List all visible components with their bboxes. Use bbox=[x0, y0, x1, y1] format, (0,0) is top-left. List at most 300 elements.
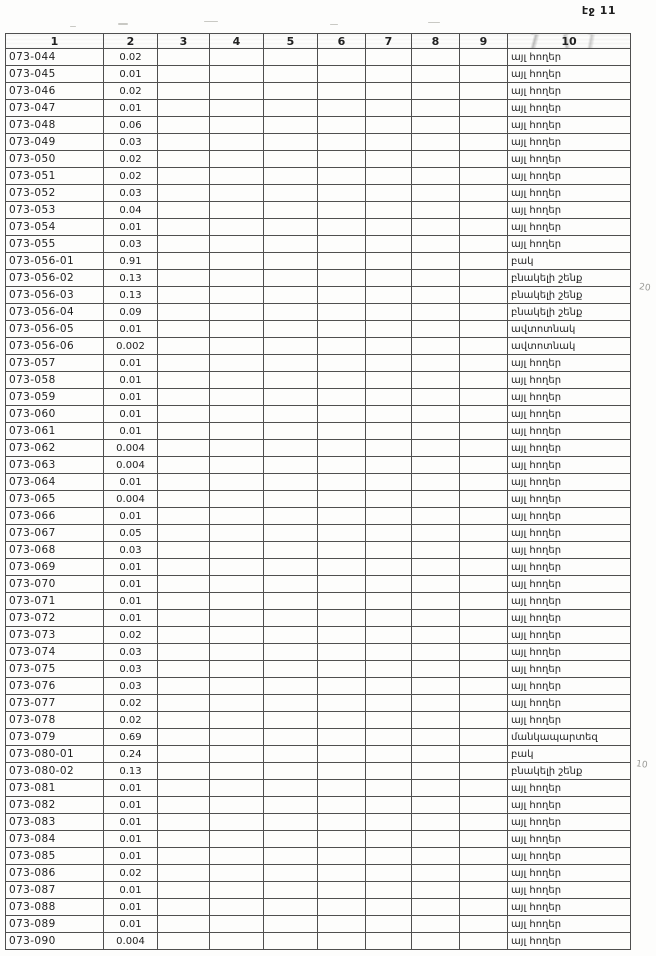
empty-cell bbox=[264, 338, 318, 355]
empty-cell bbox=[412, 440, 460, 457]
table-row bbox=[6, 610, 631, 627]
empty-cell bbox=[158, 219, 210, 236]
empty-cell bbox=[318, 168, 366, 185]
table-row bbox=[6, 117, 631, 134]
land-use-cell: այլ հողեր bbox=[508, 542, 631, 559]
empty-cell bbox=[210, 491, 264, 508]
land-use-cell: այլ հողեր bbox=[508, 848, 631, 865]
parcel-id-cell: 073-071 bbox=[6, 593, 104, 610]
empty-cell bbox=[158, 916, 210, 933]
area-cell: 0.02 bbox=[104, 168, 158, 185]
land-use-cell: այլ հողեր bbox=[508, 831, 631, 848]
parcel-id-cell: 073-076 bbox=[6, 678, 104, 695]
empty-cell bbox=[366, 831, 412, 848]
empty-cell bbox=[318, 389, 366, 406]
parcel-id-cell: 073-065 bbox=[6, 491, 104, 508]
parcel-id-cell: 073-061 bbox=[6, 423, 104, 440]
area-cell: 0.01 bbox=[104, 389, 158, 406]
empty-cell bbox=[210, 66, 264, 83]
empty-cell bbox=[264, 559, 318, 576]
parcel-id-cell: 073-070 bbox=[6, 576, 104, 593]
empty-cell bbox=[158, 270, 210, 287]
empty-cell bbox=[412, 321, 460, 338]
empty-cell bbox=[412, 406, 460, 423]
column-header: 2 bbox=[104, 34, 158, 49]
column-header: 1 bbox=[6, 34, 104, 49]
empty-cell bbox=[158, 117, 210, 134]
empty-cell bbox=[264, 355, 318, 372]
land-use-cell: այլ հողեր bbox=[508, 797, 631, 814]
table-row bbox=[6, 831, 631, 848]
empty-cell bbox=[158, 355, 210, 372]
empty-cell bbox=[318, 797, 366, 814]
empty-cell bbox=[318, 66, 366, 83]
empty-cell bbox=[366, 66, 412, 83]
land-use-cell: այլ հողեր bbox=[508, 423, 631, 440]
land-use-cell: այլ հողեր bbox=[508, 610, 631, 627]
empty-cell bbox=[366, 457, 412, 474]
land-use-cell: այլ հողեր bbox=[508, 678, 631, 695]
empty-cell bbox=[158, 746, 210, 763]
empty-cell bbox=[158, 508, 210, 525]
land-use-cell: այլ հողեր bbox=[508, 899, 631, 916]
land-use-cell: այլ հողեր bbox=[508, 168, 631, 185]
empty-cell bbox=[264, 321, 318, 338]
table-row bbox=[6, 593, 631, 610]
empty-cell bbox=[318, 729, 366, 746]
empty-cell bbox=[264, 729, 318, 746]
table-row bbox=[6, 525, 631, 542]
table-row bbox=[6, 474, 631, 491]
empty-cell bbox=[412, 627, 460, 644]
table-row bbox=[6, 780, 631, 797]
parcel-id-cell: 073-090 bbox=[6, 933, 104, 950]
empty-cell bbox=[158, 678, 210, 695]
parcel-id-cell: 073-056-03 bbox=[6, 287, 104, 304]
empty-cell bbox=[318, 372, 366, 389]
empty-cell bbox=[460, 49, 508, 66]
empty-cell bbox=[412, 899, 460, 916]
empty-cell bbox=[210, 440, 264, 457]
empty-cell bbox=[412, 593, 460, 610]
empty-cell bbox=[158, 763, 210, 780]
empty-cell bbox=[318, 644, 366, 661]
land-use-cell: այլ հողեր bbox=[508, 559, 631, 576]
empty-cell bbox=[158, 627, 210, 644]
empty-cell bbox=[210, 304, 264, 321]
empty-cell bbox=[412, 219, 460, 236]
area-cell: 0.01 bbox=[104, 321, 158, 338]
area-cell: 0.01 bbox=[104, 406, 158, 423]
empty-cell bbox=[318, 712, 366, 729]
empty-cell bbox=[318, 661, 366, 678]
empty-cell bbox=[264, 185, 318, 202]
land-parcel-table bbox=[5, 33, 631, 950]
empty-cell bbox=[412, 389, 460, 406]
empty-cell bbox=[460, 185, 508, 202]
empty-cell bbox=[158, 83, 210, 100]
table-row bbox=[6, 457, 631, 474]
land-use-cell: այլ հողեր bbox=[508, 644, 631, 661]
empty-cell bbox=[412, 610, 460, 627]
table-row bbox=[6, 661, 631, 678]
land-use-cell: ավտոտնակ bbox=[508, 321, 631, 338]
empty-cell bbox=[210, 644, 264, 661]
empty-cell bbox=[210, 83, 264, 100]
area-cell: 0.01 bbox=[104, 576, 158, 593]
page-number-label: էջ 11 bbox=[581, 4, 616, 17]
empty-cell bbox=[210, 525, 264, 542]
empty-cell bbox=[366, 899, 412, 916]
empty-cell bbox=[460, 695, 508, 712]
area-cell: 0.01 bbox=[104, 508, 158, 525]
table-row bbox=[6, 304, 631, 321]
empty-cell bbox=[264, 236, 318, 253]
empty-cell bbox=[460, 389, 508, 406]
empty-cell bbox=[366, 559, 412, 576]
land-use-cell: բնակելի շենք bbox=[508, 270, 631, 287]
area-cell: 0.09 bbox=[104, 304, 158, 321]
empty-cell bbox=[460, 287, 508, 304]
empty-cell bbox=[318, 406, 366, 423]
land-use-cell: բնակելի շենք bbox=[508, 304, 631, 321]
empty-cell bbox=[460, 321, 508, 338]
empty-cell bbox=[318, 49, 366, 66]
table-row bbox=[6, 865, 631, 882]
parcel-id-cell: 073-077 bbox=[6, 695, 104, 712]
table-row bbox=[6, 372, 631, 389]
table-row bbox=[6, 66, 631, 83]
empty-cell bbox=[210, 559, 264, 576]
column-header: 3 bbox=[158, 34, 210, 49]
empty-cell bbox=[210, 814, 264, 831]
area-cell: 0.02 bbox=[104, 49, 158, 66]
parcel-id-cell: 073-059 bbox=[6, 389, 104, 406]
empty-cell bbox=[460, 882, 508, 899]
area-cell: 0.13 bbox=[104, 763, 158, 780]
empty-cell bbox=[264, 848, 318, 865]
empty-cell bbox=[210, 457, 264, 474]
area-cell: 0.03 bbox=[104, 542, 158, 559]
area-cell: 0.02 bbox=[104, 83, 158, 100]
parcel-id-cell: 073-054 bbox=[6, 219, 104, 236]
empty-cell bbox=[210, 916, 264, 933]
empty-cell bbox=[210, 610, 264, 627]
empty-cell bbox=[210, 372, 264, 389]
empty-cell bbox=[412, 134, 460, 151]
table-row bbox=[6, 440, 631, 457]
empty-cell bbox=[460, 678, 508, 695]
empty-cell bbox=[412, 287, 460, 304]
empty-cell bbox=[412, 797, 460, 814]
empty-cell bbox=[460, 576, 508, 593]
land-use-cell: այլ հողեր bbox=[508, 525, 631, 542]
empty-cell bbox=[264, 474, 318, 491]
empty-cell bbox=[210, 831, 264, 848]
parcel-id-cell: 073-072 bbox=[6, 610, 104, 627]
table-row bbox=[6, 219, 631, 236]
empty-cell bbox=[264, 49, 318, 66]
land-use-cell: այլ հողեր bbox=[508, 916, 631, 933]
empty-cell bbox=[318, 270, 366, 287]
area-cell: 0.01 bbox=[104, 848, 158, 865]
land-use-cell: այլ հողեր bbox=[508, 814, 631, 831]
column-header: 7 bbox=[366, 34, 412, 49]
empty-cell bbox=[264, 797, 318, 814]
table-row bbox=[6, 678, 631, 695]
land-use-cell: այլ հողեր bbox=[508, 491, 631, 508]
empty-cell bbox=[460, 100, 508, 117]
empty-cell bbox=[264, 83, 318, 100]
area-cell: 0.03 bbox=[104, 134, 158, 151]
table-row bbox=[6, 270, 631, 287]
parcel-id-cell: 073-051 bbox=[6, 168, 104, 185]
empty-cell bbox=[460, 712, 508, 729]
parcel-id-cell: 073-057 bbox=[6, 355, 104, 372]
empty-cell bbox=[210, 389, 264, 406]
empty-cell bbox=[264, 304, 318, 321]
empty-cell bbox=[412, 185, 460, 202]
empty-cell bbox=[264, 593, 318, 610]
parcel-id-cell: 073-073 bbox=[6, 627, 104, 644]
area-cell: 0.01 bbox=[104, 916, 158, 933]
empty-cell bbox=[264, 610, 318, 627]
parcel-id-cell: 073-058 bbox=[6, 372, 104, 389]
empty-cell bbox=[264, 678, 318, 695]
table-row bbox=[6, 185, 631, 202]
empty-cell bbox=[412, 865, 460, 882]
empty-cell bbox=[412, 270, 460, 287]
empty-cell bbox=[210, 780, 264, 797]
parcel-id-cell: 073-066 bbox=[6, 508, 104, 525]
table-row bbox=[6, 151, 631, 168]
empty-cell bbox=[158, 712, 210, 729]
empty-cell bbox=[210, 797, 264, 814]
parcel-id-cell: 073-069 bbox=[6, 559, 104, 576]
empty-cell bbox=[264, 253, 318, 270]
empty-cell bbox=[460, 474, 508, 491]
table-row bbox=[6, 355, 631, 372]
empty-cell bbox=[366, 134, 412, 151]
area-cell: 0.03 bbox=[104, 678, 158, 695]
empty-cell bbox=[264, 746, 318, 763]
parcel-id-cell: 073-060 bbox=[6, 406, 104, 423]
empty-cell bbox=[412, 831, 460, 848]
empty-cell bbox=[210, 270, 264, 287]
empty-cell bbox=[158, 899, 210, 916]
empty-cell bbox=[318, 440, 366, 457]
empty-cell bbox=[318, 576, 366, 593]
empty-cell bbox=[158, 372, 210, 389]
empty-cell bbox=[366, 610, 412, 627]
empty-cell bbox=[460, 219, 508, 236]
table-row bbox=[6, 389, 631, 406]
empty-cell bbox=[158, 236, 210, 253]
empty-cell bbox=[412, 83, 460, 100]
empty-cell bbox=[460, 746, 508, 763]
empty-cell bbox=[366, 644, 412, 661]
land-use-cell: այլ հողեր bbox=[508, 100, 631, 117]
empty-cell bbox=[210, 627, 264, 644]
land-use-cell: այլ հողեր bbox=[508, 49, 631, 66]
empty-cell bbox=[318, 627, 366, 644]
empty-cell bbox=[158, 848, 210, 865]
empty-cell bbox=[264, 270, 318, 287]
land-use-cell: այլ հողեր bbox=[508, 134, 631, 151]
empty-cell bbox=[264, 423, 318, 440]
empty-cell bbox=[366, 797, 412, 814]
area-cell: 0.01 bbox=[104, 814, 158, 831]
empty-cell bbox=[158, 780, 210, 797]
table-row bbox=[6, 406, 631, 423]
empty-cell bbox=[210, 695, 264, 712]
empty-cell bbox=[158, 134, 210, 151]
empty-cell bbox=[318, 236, 366, 253]
parcel-id-cell: 073-050 bbox=[6, 151, 104, 168]
empty-cell bbox=[210, 168, 264, 185]
area-cell: 0.03 bbox=[104, 236, 158, 253]
area-cell: 0.002 bbox=[104, 338, 158, 355]
area-cell: 0.91 bbox=[104, 253, 158, 270]
area-cell: 0.01 bbox=[104, 100, 158, 117]
empty-cell bbox=[460, 899, 508, 916]
table-row bbox=[6, 933, 631, 950]
empty-cell bbox=[210, 151, 264, 168]
empty-cell bbox=[210, 253, 264, 270]
area-cell: 0.01 bbox=[104, 423, 158, 440]
land-use-cell: այլ հողեր bbox=[508, 355, 631, 372]
scan-artifact bbox=[118, 23, 128, 25]
empty-cell bbox=[158, 474, 210, 491]
empty-cell bbox=[318, 508, 366, 525]
empty-cell bbox=[318, 219, 366, 236]
empty-cell bbox=[412, 236, 460, 253]
empty-cell bbox=[264, 372, 318, 389]
empty-cell bbox=[366, 678, 412, 695]
parcel-id-cell: 073-044 bbox=[6, 49, 104, 66]
empty-cell bbox=[460, 66, 508, 83]
land-use-cell: այլ հողեր bbox=[508, 202, 631, 219]
empty-cell bbox=[318, 831, 366, 848]
empty-cell bbox=[366, 440, 412, 457]
table-row bbox=[6, 882, 631, 899]
empty-cell bbox=[366, 389, 412, 406]
empty-cell bbox=[264, 525, 318, 542]
empty-cell bbox=[318, 746, 366, 763]
empty-cell bbox=[460, 151, 508, 168]
empty-cell bbox=[158, 797, 210, 814]
empty-cell bbox=[412, 729, 460, 746]
table-row bbox=[6, 338, 631, 355]
parcel-id-cell: 073-083 bbox=[6, 814, 104, 831]
land-use-cell: այլ հողեր bbox=[508, 236, 631, 253]
empty-cell bbox=[318, 678, 366, 695]
empty-cell bbox=[412, 746, 460, 763]
empty-cell bbox=[460, 627, 508, 644]
empty-cell bbox=[210, 899, 264, 916]
empty-cell bbox=[366, 287, 412, 304]
land-use-cell: բակ bbox=[508, 253, 631, 270]
area-cell: 0.13 bbox=[104, 270, 158, 287]
empty-cell bbox=[210, 865, 264, 882]
scan-artifact bbox=[70, 26, 76, 27]
column-header: 10 bbox=[508, 34, 631, 49]
empty-cell bbox=[318, 423, 366, 440]
empty-cell bbox=[366, 185, 412, 202]
empty-cell bbox=[318, 933, 366, 950]
empty-cell bbox=[158, 304, 210, 321]
area-cell: 0.01 bbox=[104, 882, 158, 899]
parcel-id-cell: 073-056-02 bbox=[6, 270, 104, 287]
empty-cell bbox=[460, 763, 508, 780]
area-cell: 0.03 bbox=[104, 185, 158, 202]
area-cell: 0.01 bbox=[104, 610, 158, 627]
empty-cell bbox=[460, 797, 508, 814]
empty-cell bbox=[366, 814, 412, 831]
empty-cell bbox=[366, 763, 412, 780]
empty-cell bbox=[460, 644, 508, 661]
empty-cell bbox=[158, 287, 210, 304]
area-cell: 0.05 bbox=[104, 525, 158, 542]
parcel-id-cell: 073-053 bbox=[6, 202, 104, 219]
empty-cell bbox=[210, 236, 264, 253]
empty-cell bbox=[412, 117, 460, 134]
empty-cell bbox=[460, 304, 508, 321]
empty-cell bbox=[318, 202, 366, 219]
table-row bbox=[6, 423, 631, 440]
empty-cell bbox=[318, 253, 366, 270]
table-row bbox=[6, 168, 631, 185]
empty-cell bbox=[412, 372, 460, 389]
empty-cell bbox=[264, 508, 318, 525]
empty-cell bbox=[158, 100, 210, 117]
parcel-id-cell: 073-067 bbox=[6, 525, 104, 542]
empty-cell bbox=[158, 66, 210, 83]
empty-cell bbox=[264, 151, 318, 168]
table-row bbox=[6, 746, 631, 763]
empty-cell bbox=[318, 780, 366, 797]
column-header: 9 bbox=[460, 34, 508, 49]
empty-cell bbox=[158, 168, 210, 185]
empty-cell bbox=[412, 559, 460, 576]
area-cell: 0.004 bbox=[104, 933, 158, 950]
empty-cell bbox=[460, 355, 508, 372]
column-header: 4 bbox=[210, 34, 264, 49]
empty-cell bbox=[158, 831, 210, 848]
empty-cell bbox=[460, 916, 508, 933]
land-use-cell: բակ bbox=[508, 746, 631, 763]
table-row bbox=[6, 797, 631, 814]
empty-cell bbox=[158, 491, 210, 508]
empty-cell bbox=[366, 270, 412, 287]
table-row bbox=[6, 712, 631, 729]
empty-cell bbox=[158, 729, 210, 746]
area-cell: 0.01 bbox=[104, 593, 158, 610]
empty-cell bbox=[264, 100, 318, 117]
empty-cell bbox=[412, 882, 460, 899]
table-row bbox=[6, 627, 631, 644]
parcel-id-cell: 073-056-06 bbox=[6, 338, 104, 355]
empty-cell bbox=[412, 661, 460, 678]
empty-cell bbox=[460, 542, 508, 559]
empty-cell bbox=[412, 695, 460, 712]
area-cell: 0.01 bbox=[104, 797, 158, 814]
land-use-cell: այլ հողեր bbox=[508, 151, 631, 168]
area-cell: 0.02 bbox=[104, 151, 158, 168]
empty-cell bbox=[158, 440, 210, 457]
table-row bbox=[6, 814, 631, 831]
parcel-id-cell: 073-056-05 bbox=[6, 321, 104, 338]
